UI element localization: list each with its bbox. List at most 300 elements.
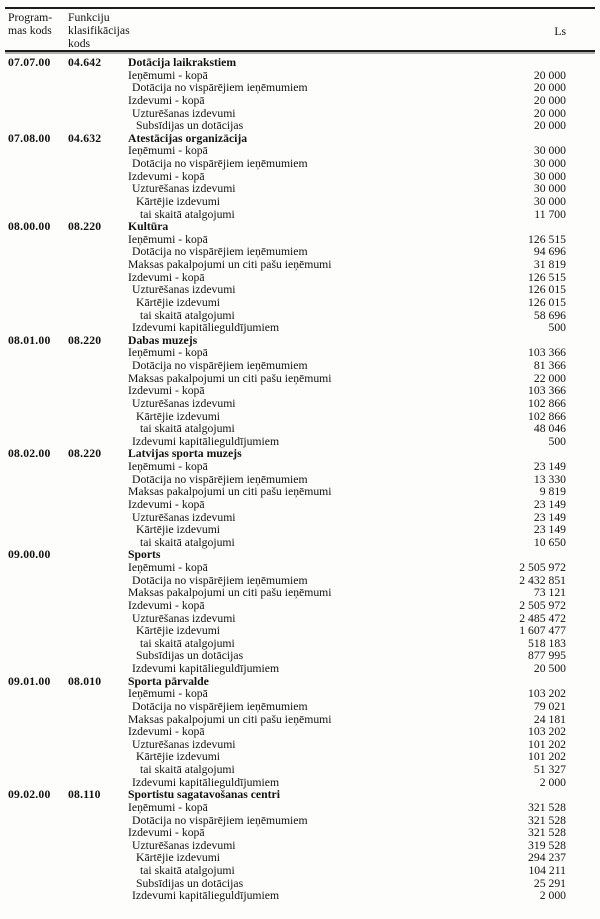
program-title: Latvijas sporta muzejs xyxy=(128,447,242,461)
function-code-empty xyxy=(68,613,128,626)
row-amount: 294 237 xyxy=(528,851,566,865)
budget-row xyxy=(8,322,566,335)
program-title: Kultūra xyxy=(128,220,169,234)
row-amount: 73 121 xyxy=(533,586,566,600)
function-code-empty xyxy=(68,322,128,335)
budget-row xyxy=(8,613,566,626)
row-label: Ieņēmumi - kopā xyxy=(128,346,208,360)
program-code-empty xyxy=(8,878,68,891)
function-code-empty xyxy=(68,70,128,83)
row-label: Maksas pakalpojumi un citi pašu ieņēmumi xyxy=(128,371,332,385)
program-title: Atestācijas organizācija xyxy=(128,131,248,145)
row-label: Dotācija no vispārējiem ieņēmumiem xyxy=(132,472,308,486)
budget-row xyxy=(8,171,566,184)
function-code-empty xyxy=(68,587,128,600)
budget-row xyxy=(8,688,566,701)
row-label: Ieņēmumi - kopā xyxy=(128,144,208,158)
row-amount: 13 330 xyxy=(533,472,566,486)
program-code: 09.02.00 xyxy=(8,788,51,802)
row-amount: 102 866 xyxy=(528,409,566,423)
budget-row xyxy=(8,411,566,424)
budget-row xyxy=(8,398,566,411)
program-code-empty xyxy=(8,865,68,878)
row-amount: 20 000 xyxy=(533,119,566,133)
row-label: Izdevumi kapitālieguldījumiem xyxy=(132,889,280,903)
budget-row xyxy=(8,499,566,512)
program-code-empty xyxy=(8,461,68,474)
function-code-empty xyxy=(68,385,128,398)
program-code-empty xyxy=(8,373,68,386)
function-code-empty xyxy=(68,524,128,537)
program-code-empty xyxy=(8,575,68,588)
row-label: Izdevumi - kopā xyxy=(128,270,205,284)
row-label: Maksas pakalpojumi un citi pašu ieņēmumi xyxy=(128,586,332,600)
program-code-empty xyxy=(8,499,68,512)
program-code-empty xyxy=(8,474,68,487)
function-code-empty xyxy=(68,802,128,815)
function-code-empty xyxy=(68,373,128,386)
function-code-empty xyxy=(68,625,128,638)
row-amount: 30 000 xyxy=(533,157,566,170)
function-code-empty xyxy=(68,82,128,95)
row-amount: 321 528 xyxy=(528,813,566,827)
column-header-function-code xyxy=(68,11,134,50)
row-label: Izdevumi kapitālieguldījumiem xyxy=(132,775,280,789)
program-title-row xyxy=(8,676,566,689)
row-label: Uzturēšanas izdevumi xyxy=(132,611,236,625)
budget-row xyxy=(8,650,566,663)
row-label: Dotācija no vispārējiem ieņēmumiem xyxy=(132,81,308,95)
program-title: Sportistu sagatavošanas centri xyxy=(128,788,280,802)
row-label: tai skaitā atalgojumi xyxy=(140,535,235,549)
program-title-row xyxy=(8,57,566,70)
function-code-empty xyxy=(68,461,128,474)
function-code-empty xyxy=(68,120,128,133)
row-amount: 11 700 xyxy=(534,207,566,221)
function-code-empty xyxy=(68,865,128,878)
row-amount: 22 000 xyxy=(533,371,566,385)
function-code-empty xyxy=(68,272,128,285)
program-code: 08.00.00 xyxy=(8,220,51,234)
currency-header: Ls xyxy=(554,25,566,38)
budget-row xyxy=(8,512,566,525)
program-code-empty xyxy=(8,360,68,373)
budget-row xyxy=(8,865,566,878)
row-amount: 2 432 851 xyxy=(519,573,566,587)
row-amount: 23 149 xyxy=(533,460,566,473)
row-amount: 24 181 xyxy=(533,712,566,726)
row-amount: 20 000 xyxy=(533,68,566,82)
program-code-empty xyxy=(8,385,68,398)
row-label: Ieņēmumi - kopā xyxy=(128,561,208,574)
row-label: tai skaitā atalgojumi xyxy=(140,422,235,436)
budget-row xyxy=(8,802,566,815)
row-amount: 79 021 xyxy=(533,699,566,713)
budget-row xyxy=(8,524,566,537)
row-amount: 518 183 xyxy=(528,636,566,650)
budget-row xyxy=(8,196,566,209)
program-code-empty xyxy=(8,246,68,259)
function-code-empty xyxy=(68,638,128,651)
row-label: Dotācija no vispārējiem ieņēmumiem xyxy=(132,157,308,170)
row-label: Ieņēmumi - kopā xyxy=(128,68,208,82)
row-label: Ieņēmumi - kopā xyxy=(128,687,208,701)
function-code-empty xyxy=(68,474,128,487)
program-code-empty xyxy=(8,398,68,411)
function-code-empty xyxy=(68,196,128,209)
row-amount: 877 995 xyxy=(528,649,566,663)
function-code-empty xyxy=(68,398,128,411)
program-code-empty xyxy=(8,890,68,903)
row-amount: 126 015 xyxy=(528,295,566,309)
column-header-text: mas kods xyxy=(8,24,52,37)
budget-row xyxy=(8,259,566,272)
row-label: Kārtējie izdevumi xyxy=(136,295,221,309)
budget-row xyxy=(8,852,566,865)
function-code-empty xyxy=(68,663,128,676)
budget-row xyxy=(8,373,566,386)
row-amount: 103 202 xyxy=(528,725,566,739)
function-code-empty xyxy=(68,284,128,297)
function-code: 08.010 xyxy=(68,674,102,688)
row-label: Uzturēšanas izdevumi xyxy=(132,283,236,297)
function-code xyxy=(68,549,128,562)
row-label: Uzturēšanas izdevumi xyxy=(132,510,236,524)
budget-row xyxy=(8,625,566,638)
function-code: 04.642 xyxy=(68,56,102,69)
row-label: Izdevumi kapitālieguldījumiem xyxy=(132,662,280,675)
function-code-empty xyxy=(68,890,128,903)
row-label: Uzturēšanas izdevumi xyxy=(132,737,236,751)
program-code-empty xyxy=(8,120,68,133)
function-code-empty xyxy=(68,310,128,323)
function-code: 08.220 xyxy=(68,447,102,461)
budget-row xyxy=(8,827,566,840)
column-header-text: Funkciju xyxy=(68,11,110,24)
column-header-text: Program- xyxy=(8,11,53,24)
function-code-empty xyxy=(68,878,128,891)
row-label: Uzturēšanas izdevumi xyxy=(132,106,236,120)
function-code-empty xyxy=(68,650,128,663)
function-code-empty xyxy=(68,486,128,499)
function-code-empty xyxy=(68,95,128,108)
program-code-empty xyxy=(8,815,68,828)
budget-row xyxy=(8,158,566,171)
column-header-program-code xyxy=(8,11,68,50)
budget-row xyxy=(8,284,566,297)
budget-row xyxy=(8,385,566,398)
function-code-empty xyxy=(68,739,128,752)
program-code-empty xyxy=(8,411,68,424)
program-code-empty xyxy=(8,802,68,815)
program-code-empty xyxy=(8,108,68,121)
program-code-empty xyxy=(8,196,68,209)
row-amount: 126 515 xyxy=(528,232,566,246)
function-code-empty xyxy=(68,815,128,828)
budget-row xyxy=(8,82,566,95)
row-amount: 58 696 xyxy=(533,308,566,322)
function-code-empty xyxy=(68,347,128,360)
row-label: Izdevumi - kopā xyxy=(128,384,205,398)
row-label: Maksas pakalpojumi un citi pašu ieņēmumi xyxy=(128,712,332,726)
program-code-empty xyxy=(8,714,68,727)
program-code-empty xyxy=(8,701,68,714)
function-code-empty xyxy=(68,183,128,196)
row-label: Izdevumi - kopā xyxy=(128,93,205,107)
row-amount: 321 528 xyxy=(528,826,566,840)
amount-cell-empty xyxy=(446,221,566,234)
program-code: 07.07.00 xyxy=(8,56,51,69)
function-code-empty xyxy=(68,852,128,865)
row-label: Ieņēmumi - kopā xyxy=(128,460,208,473)
budget-row xyxy=(8,840,566,853)
row-amount: 20 000 xyxy=(533,93,566,107)
row-amount: 103 366 xyxy=(528,346,566,360)
function-code: 08.220 xyxy=(68,220,102,234)
top-rule xyxy=(5,7,595,9)
program-code-empty xyxy=(8,600,68,613)
function-code-empty xyxy=(68,171,128,184)
function-code-empty xyxy=(68,108,128,121)
budget-row xyxy=(8,310,566,323)
function-code-empty xyxy=(68,259,128,272)
row-label: Kārtējie izdevumi xyxy=(136,409,221,423)
header-separator-rule xyxy=(5,50,595,52)
row-amount: 20 500 xyxy=(533,662,566,675)
function-code-empty xyxy=(68,360,128,373)
budget-row xyxy=(8,638,566,651)
row-label: Subsīdijas un dotācijas xyxy=(136,119,244,133)
program-code-empty xyxy=(8,852,68,865)
function-code-empty xyxy=(68,411,128,424)
program-code-empty xyxy=(8,272,68,285)
row-amount: 94 696 xyxy=(533,245,566,259)
budget-row xyxy=(8,95,566,108)
budget-row xyxy=(8,815,566,828)
program-code-empty xyxy=(8,310,68,323)
function-code-empty xyxy=(68,234,128,247)
row-amount: 48 046 xyxy=(533,422,566,436)
budget-row xyxy=(8,726,566,739)
program-code: 07.08.00 xyxy=(8,131,51,145)
budget-row xyxy=(8,701,566,714)
table-header xyxy=(8,11,566,50)
row-label: Dotācija no vispārējiem ieņēmumiem xyxy=(132,699,308,713)
row-amount: 104 211 xyxy=(528,864,566,877)
program-code-empty xyxy=(8,284,68,297)
budget-row xyxy=(8,183,566,196)
row-amount: 23 149 xyxy=(533,497,566,511)
row-amount: 23 149 xyxy=(533,510,566,524)
budget-row xyxy=(8,764,566,777)
program-code-empty xyxy=(8,145,68,158)
row-amount: 2 505 972 xyxy=(519,561,566,574)
function-code-empty xyxy=(68,158,128,171)
program-code-empty xyxy=(8,259,68,272)
program-code-empty xyxy=(8,587,68,600)
budget-row xyxy=(8,600,566,613)
function-code-empty xyxy=(68,764,128,777)
budget-row xyxy=(8,423,566,436)
program-title-row xyxy=(8,133,566,146)
program-code: 08.01.00 xyxy=(8,333,51,347)
row-label: tai skaitā atalgojumi xyxy=(140,308,235,322)
program-code-empty xyxy=(8,764,68,777)
row-amount: 2 000 xyxy=(539,775,566,789)
row-amount: 500 xyxy=(548,434,566,448)
row-label: Izdevumi - kopā xyxy=(128,497,205,511)
budget-row xyxy=(8,360,566,373)
program-code: 09.01.00 xyxy=(8,674,51,688)
row-label: Kārtējie izdevumi xyxy=(136,523,221,537)
row-amount: 2 000 xyxy=(539,889,566,903)
row-label: Izdevumi - kopā xyxy=(128,598,205,612)
row-amount: 126 515 xyxy=(528,270,566,284)
budget-row xyxy=(8,461,566,474)
program-code-empty xyxy=(8,625,68,638)
row-label: tai skaitā atalgojumi xyxy=(140,864,235,877)
program-code-empty xyxy=(8,524,68,537)
budget-row xyxy=(8,108,566,121)
function-code: 04.632 xyxy=(68,131,102,145)
row-label: Kārtējie izdevumi xyxy=(136,851,221,865)
row-amount: 30 000 xyxy=(533,144,566,158)
program-code-empty xyxy=(8,650,68,663)
row-label: Subsīdijas un dotācijas xyxy=(136,649,244,663)
amount-cell-empty xyxy=(446,57,566,70)
program-code-empty xyxy=(8,688,68,701)
row-label: Subsīdijas un dotācijas xyxy=(136,876,244,890)
program-code: 08.02.00 xyxy=(8,447,51,461)
row-label: Ieņēmumi - kopā xyxy=(128,232,208,246)
budget-row xyxy=(8,714,566,727)
budget-row xyxy=(8,739,566,752)
header-spacer xyxy=(134,11,554,50)
row-amount: 30 000 xyxy=(533,169,566,183)
row-label: tai skaitā atalgojumi xyxy=(140,636,235,650)
function-code-empty xyxy=(68,423,128,436)
row-amount: 2 485 472 xyxy=(519,611,566,625)
row-amount: 81 366 xyxy=(533,359,566,372)
program-code-empty xyxy=(8,751,68,764)
row-label: Izdevumi - kopā xyxy=(128,826,205,840)
program-code-empty xyxy=(8,739,68,752)
column-header-text: klasifikācijas xyxy=(68,24,130,37)
function-code-empty xyxy=(68,562,128,575)
amount-cell-empty xyxy=(446,789,566,802)
program-title-row xyxy=(8,448,566,461)
budget-row xyxy=(8,890,566,903)
function-code-empty xyxy=(68,840,128,853)
row-amount: 321 528 xyxy=(528,800,566,814)
row-label: Izdevumi - kopā xyxy=(128,725,205,739)
budget-row xyxy=(8,587,566,600)
program-title-row xyxy=(8,221,566,234)
row-amount: 31 819 xyxy=(533,258,566,271)
program-code-empty xyxy=(8,663,68,676)
budget-row xyxy=(8,751,566,764)
function-code-empty xyxy=(68,575,128,588)
budget-row xyxy=(8,537,566,550)
row-label: Uzturēšanas izdevumi xyxy=(132,838,236,852)
row-amount: 103 202 xyxy=(528,687,566,701)
program-title: Dabas muzejs xyxy=(128,333,198,347)
row-label: Izdevumi - kopā xyxy=(128,169,205,183)
row-label: Dotācija no vispārējiem ieņēmumiem xyxy=(132,245,308,259)
function-code-empty xyxy=(68,297,128,310)
function-code-empty xyxy=(68,726,128,739)
row-label: Dotācija no vispārējiem ieņēmumiem xyxy=(132,813,308,827)
program-title-row xyxy=(8,549,566,562)
function-code: 08.110 xyxy=(68,788,101,802)
row-amount: 319 528 xyxy=(528,838,566,852)
row-label: Kārtējie izdevumi xyxy=(136,750,221,764)
function-code-empty xyxy=(68,499,128,512)
program-title: Sports xyxy=(128,548,161,562)
row-label: tai skaitā atalgojumi xyxy=(140,763,235,776)
program-code-empty xyxy=(8,726,68,739)
function-code-empty xyxy=(68,246,128,259)
row-label: Kārtējie izdevumi xyxy=(136,624,221,638)
row-label: Maksas pakalpojumi un citi pašu ieņēmumi xyxy=(128,485,332,499)
row-amount: 9 819 xyxy=(539,485,566,499)
function-code: 08.220 xyxy=(68,333,102,347)
row-amount: 101 202 xyxy=(528,750,566,764)
row-label: Izdevumi kapitālieguldījumiem xyxy=(132,321,280,335)
row-amount: 20 000 xyxy=(533,81,566,95)
budget-row xyxy=(8,486,566,499)
function-code-empty xyxy=(68,714,128,727)
program-code-empty xyxy=(8,297,68,310)
row-label: Izdevumi kapitālieguldījumiem xyxy=(132,434,280,448)
program-code-empty xyxy=(8,423,68,436)
program-title-row xyxy=(8,789,566,802)
budget-row xyxy=(8,120,566,133)
row-amount: 30 000 xyxy=(533,182,566,196)
program-code-empty xyxy=(8,234,68,247)
program-code-empty xyxy=(8,95,68,108)
row-label: Kārtējie izdevumi xyxy=(136,194,221,208)
row-label: Ieņēmumi - kopā xyxy=(128,800,208,814)
program-code-empty xyxy=(8,827,68,840)
function-code-empty xyxy=(68,827,128,840)
program-code-empty xyxy=(8,562,68,575)
function-code-empty xyxy=(68,688,128,701)
row-label: Uzturēšanas izdevumi xyxy=(132,396,236,410)
program-code-empty xyxy=(8,183,68,196)
function-code-empty xyxy=(68,512,128,525)
program-title: Sporta pārvalde xyxy=(128,674,209,688)
program-code-empty xyxy=(8,840,68,853)
row-amount: 2 505 972 xyxy=(519,598,566,612)
row-amount: 103 366 xyxy=(528,384,566,398)
row-amount: 101 202 xyxy=(528,737,566,751)
budget-row xyxy=(8,297,566,310)
program-code-empty xyxy=(8,82,68,95)
program-code-empty xyxy=(8,70,68,83)
row-amount: 1 607 477 xyxy=(519,624,566,638)
budget-row xyxy=(8,663,566,676)
function-code-empty xyxy=(68,600,128,613)
row-amount: 30 000 xyxy=(533,194,566,208)
row-label: tai skaitā atalgojumi xyxy=(140,207,235,221)
program-title-row xyxy=(8,335,566,348)
program-code-empty xyxy=(8,512,68,525)
budget-table-body xyxy=(8,57,566,903)
program-code-empty xyxy=(8,638,68,651)
program-code-empty xyxy=(8,613,68,626)
row-label: Dotācija no vispārējiem ieņēmumiem xyxy=(132,573,308,587)
